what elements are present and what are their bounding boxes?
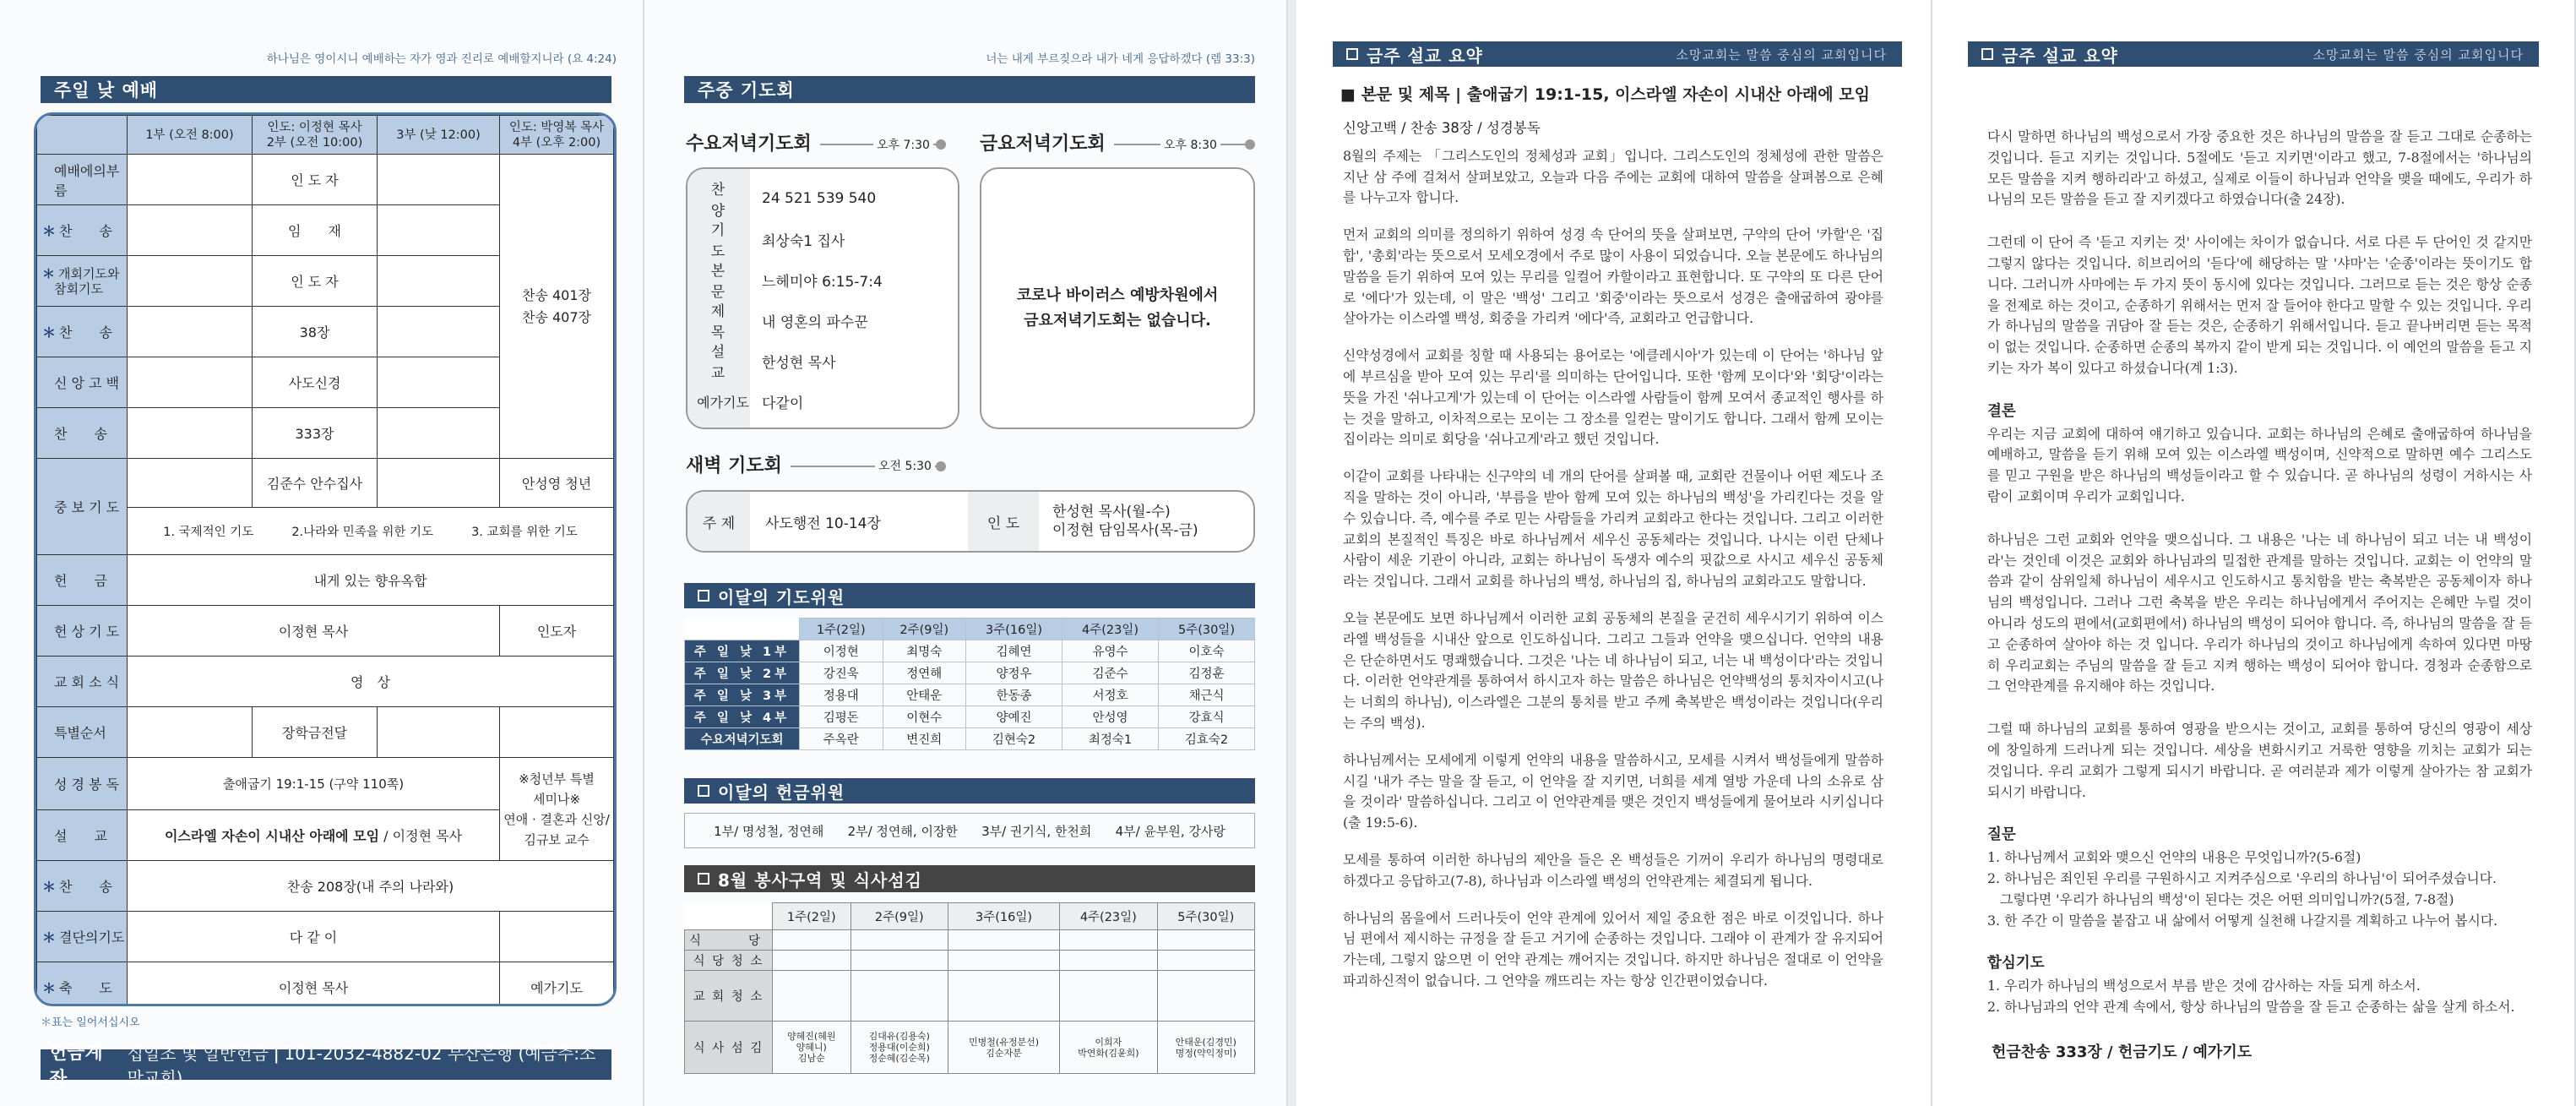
prayer-row-2bu: 주 일 낮 2부 강진욱 정연해 양정우 김준수 김정훈 [685, 662, 1255, 684]
prayer-committee-title: 이달의 기도위원 [684, 583, 1255, 608]
row-label-hymn1: ＊ 찬 송 [37, 205, 128, 256]
service-table: 1주(2일) 2주(9일) 3주(16일) 4주(23일) 5주(30일) 식 당 식 당 청 소 교 회 청 소 식 사 섬 김 양혜진(혜원 양혜니) 김남순 김대유(김용숙) 정용대(이순희) 정순혜(김순목) 민병철(유정분선) 김순자분 이희자 박연화(김윤희) 안태운(김경민) 명정(약익정미) [684, 902, 1255, 1074]
worship-order-table [34, 112, 617, 1006]
hymn2-value: 38장 [253, 307, 378, 357]
dawn-leader-label: 인 도 [968, 492, 1039, 551]
youth-seminar-note: ※청년부 특별 세미나※ 연애 · 결혼과 신앙/ 김규보 교수 [500, 758, 614, 861]
offering-prayer-value: 이정현 목사 [128, 606, 500, 657]
header-3bu: 3부 (낮 12:00) [378, 116, 500, 155]
dawn-subject-value: 사도행전 10-14장 [765, 515, 881, 532]
verse-jeremiah: 너는 내게 부르짖으라 내가 네게 응답하겠다 (렘 33:3) [986, 52, 1255, 66]
prayer-row-wed: 수요저녁기도회 주옥란 변진희 김현숙2 최정숙1 김효숙2 [685, 728, 1255, 750]
news-value: 영 상 [128, 657, 614, 707]
row-label-creed: 신 앙 고 백 [37, 357, 128, 408]
prayer-committee-table: 1주(2일) 2주(9일) 3주(16일) 4주(23일) 5주(30일) 주 일 낮 1부 이정현 최명숙 김혜연 유영수 이호숙 주 일 낮 2부 강진욱 정연해 양정우 김준수 김정훈 주 일 낮 3부 정용대 안태운 한동종 서정호 채근식 주 일 낮 4부 김평돈 이현수 양예진 안성영 강효식 수요저녁기도회 주옥란 변진희 김현숙2 최정숙1 김효숙2 [684, 618, 1255, 750]
row-label-intercession: 중 보 기 도 [37, 459, 128, 555]
dawn-box [686, 490, 1255, 553]
special-value: 장학금전달 [253, 707, 378, 758]
row-label-scripture: 성 경 봉 독 [37, 758, 128, 810]
header-4bu: 인도: 박영복 목사 4부 (오후 2:00) [500, 116, 614, 155]
wed-time: 오후 7:30 [873, 136, 933, 153]
scripture-value: 출애굽기 19:1-15 (구약 110쪽) [128, 758, 500, 810]
fri-dot [1245, 139, 1255, 150]
sermon-title: ■ 본문 및 제목 | 출애굽기 19:1-15, 이스라엘 자손이 시내산 아래에 모임 [1340, 85, 1870, 104]
prayer-list: 1. 우리가 하나님의 백성으로서 부름 받은 것에 감사하는 자들 되게 하소서. 2. 하나님과의 언약 관계 속에서, 항상 하나님의 말씀을 잘 듣고 순종하는 삶을 살게 하소서. [1987, 978, 2515, 1015]
intercession-items: 1. 국제적인 기도 2.나라와 민족을 위한 기도 3. 교회를 위한 기도 [128, 508, 614, 555]
prayer-row-3bu: 주 일 낮 3부 정용대 안태운 한동종 서정호 채근식 [685, 684, 1255, 706]
row-label-offering: 헌 금 [37, 555, 128, 606]
row-label-hymn3: 찬 송 [37, 408, 128, 459]
offering-value: 내게 있는 향유옥합 [128, 555, 614, 606]
hymn1-value: 임 재 [253, 205, 378, 256]
sermon-value: 이스라엘 자손이 시내산 아래에 모임 / 이정현 목사 [128, 810, 500, 861]
questions-heading: 질문 [1987, 826, 2016, 844]
panel-sunday-worship [0, 0, 644, 1106]
side-4bu-hymns: 찬송 401장 찬송 407장 [500, 155, 614, 459]
row-label-opening-prayer: ＊ 개회기도와 참회기도 [37, 256, 128, 307]
wed-row-subject: 제 목 내 영혼의 파수꾼 [710, 303, 868, 341]
hymn4-value: 찬송 208장(내 주의 나라와) [128, 861, 614, 912]
prayer-heading: 합심기도 [1987, 955, 2045, 973]
sermon-body-1: 신앙고백 / 찬송 38장 / 성경봉독 8월의 주제는 「그리스도인의 정체성과 교회」입니다. 그리스도인의 정체성에 관한 말씀은 지난 삼 주에 걸쳐서 살펴보았고, 오늘과 다음 주에는 교회에 대하여 말씀을 살펴봄으로 은혜를 나누고자 합니다. 먼저 교회의 의미를 정의하기 위하여 성경 속 단어의 뜻을 살펴보면, 구약의 단어 '카할'은 '집합', '총회'라는 뜻으로서 모세오경에서 주로 많이 사용이 되었습니다. 오늘 본문에도 하나님의 말씀을 듣기 위하여 모여 있는 무리를 일컬어 카할이라고 표현합니다. 또 구약의 또 다른 단어로 '에다'가 있는데, 이 말은 '백성' 그리고 '회중'이라는 뜻으로서 성경은 출애굽하여 광야를 살아가는 이스라엘 백성, 회중을 가리켜 '에다'즉, 교회라고 언급합니다. 신약성경에서 교회를 칭할 때 사용되는 용어로는 '에클레시아'가 있는데 이 단어는 '하나님 앞에 부르심을 받아 모여 있는 무리'를 의미하는 단어입니다. 또한 '함께 모이다'와 '회당'이라는 뜻을 가진 '쉬나고게'가 있는데 이 단어는 이스라엘 사람들이 함께 모여서 종교적인 행사를 하는 것을 말하고, 이차적으로는 모이는 그 장소를 일컫는 말이기도 합니다. 그래서 함께 모이는 집이라는 의미로 회당을 '쉬나고게'라고 했던 것입니다. 이같이 교회를 나타내는 신구약의 네 개의 단어를 살펴볼 때, 교회란 건물이나 어떤 제도나 조직을 말하는 것이 아니라, '부름을 받아 함께 모여 있는 하나님의 백성'을 가리킨다는 것을 알수 있습니다. 즉, 예수를 주로 믿는 사람들을 가리켜 교회라고 한다는 것입니다. 그리고 이러한 교회의 본질적인 특징은 바로 하나님께서 세우신 공동체라는 것입니다. 나시는 이런 단체나 사람이 세운 기관이 아니라, 교회는 하나님이 독생자 예수의 핏값으로 사시고 세우신 공동체라는 것입니다. 그래서 교회를 하나님의 백성, 하나님의 집, 하나님의 교회라고도 말합니다. 오늘 본문에도 보면 하나님께서 이러한 교회 공동체의 본질을 굳건히 세우시기기 위하여 이스라엘 백성들을 시내산 앞으로 인도하십니다. 그리고 그들과 언약을 맺으십니다. 언약의 내용은 단순하면서도 명쾌했습니다. 그것은 '나는 네 하나님이 되고, 너는 내 백성이다'라는 것입니다. 이러한 언약관계를 통하여서 하시고자 하는 말씀은 하나님은 언약백성의 통치자이시고(나는 너희의 하나님), 이스라엘은 그분의 통치를 받고 주께 축복받은 백성이라는 것입니다(우리는 주의 백성). 하나님께서는 모세에게 이렇게 언약의 내용을 말씀하시고, 모세를 시켜서 백성들에게 말씀하시길 '내가 주는 말을 잘 듣고, 이 언약을 잘 지키면, 너희를 세계 열방 가운데 나의 소유로 삼을 것이라' 말씀하십니다. 그리고 이 언약관계를 맺은 것인지 백성들에게 물어보라 시키십니다(출 19:5-6). 모세를 통하여 이러한 하나님의 제안을 들은 온 백성들은 기꺼이 우리가 하나님의 명령대로 하겠다고 응답하고(7-8), 하나님과 이스라엘 백성의 언약관계는 체결되게 됩니다. 하나님의 몸을에서 드러나듯이 언약 관계에 있어서 제일 중요한 점은 바로 이것입니다. 하나님 편에서 제시하는 규정을 잘 듣고 거기에 순종하는 것입니다. 그래야 이 관계가 잘 유지되어가는데, 그렇지 않으면 이 언약 관계는 깨어지는 것입니다. 하지만 하나님은 절대로 이 언약을 파괴하신적이 없습니다. 그 언약을 깨뜨리는 자는 항상 인간편이었습니다. [1343, 120, 1883, 989]
verse-john: 하나님은 영이시니 예배하는 자가 영과 진리로 예배할지니라 (요 4:24) [266, 52, 617, 66]
offering-prayer-4bu: 인도자 [500, 606, 614, 657]
row-label-sermon: 설 교 [37, 810, 128, 861]
questions-list: 1. 하나님께서 교회와 맺으신 언약의 내용은 무엇입니까?(5-6절) 2. 하나님은 죄인된 우리를 구원하시고 지켜주심으로 '우리의 하나님'이 되어주셨습니다. 그렇다면 '우리가 하나님의 백성'이 된다는 것은 어떤 의미입니까?(5절, 7-8절) 3. 한 주간 이 말씀을 붙잡고 내 삶에서 어떻게 실천해 나갈지를 계획하고 나누어 봅시다. [1987, 849, 2498, 929]
row-label-decision-prayer: ＊ 결단의기도 [37, 912, 128, 962]
wed-program-box [686, 167, 959, 429]
benediction-4bu: 예가기도 [500, 962, 614, 1007]
weekday-prayer-title: 주중 기도회 [684, 76, 1255, 103]
offering-committee-title: 이달의 헌금위원 [684, 778, 1255, 804]
row-label-offering-prayer: 헌 상 기 도 [37, 606, 128, 657]
hymn3-value: 333장 [253, 408, 378, 459]
wed-dot [936, 139, 946, 150]
creed-value: 사도신경 [253, 357, 378, 408]
fri-cancel-message: 코로나 바이러스 예방차원에서 금요저녁기도회는 없습니다. [1016, 286, 1219, 330]
conclusion-heading: 결론 [1987, 402, 2016, 420]
row-label-call: 예배에의부름 [37, 155, 128, 205]
row-label-benediction: ＊ 축 도 [37, 962, 128, 1007]
intercession-value: 김준수 안수집사 [253, 459, 378, 508]
wed-row-closing: 예가기도 다같이 [697, 394, 804, 412]
wed-title: 수요저녁기도회 [686, 129, 820, 155]
wed-row-sermon: 설 교 한성현 목사 [710, 344, 836, 382]
dawn-title: 새벽 기도회 [686, 451, 791, 477]
dawn-leader-value: 한성현 목사(월-수) 이정현 담임목사(목-금) [1052, 504, 1198, 539]
sermon-subheading: 신앙고백 / 찬송 38장 / 성경봉독 [1343, 120, 1541, 136]
header-1bu: 1부 (오전 8:00) [128, 116, 253, 155]
benediction-value: 이정현 목사 [128, 962, 500, 1007]
row-label-hymn4: ＊ 찬 송 [37, 861, 128, 912]
row-label-hymn2: ＊ 찬 송 [37, 307, 128, 357]
fri-notice-box [980, 167, 1255, 429]
dawn-time: 오전 5:30 [875, 457, 935, 474]
call-value: 인 도 자 [253, 155, 378, 205]
sermon-summary-bar: 금주 설교 요약 소망교회는 말씀 중심의 교회입니다 [1333, 41, 1902, 67]
stand-note: ＊표는 일어서십시오 [41, 1016, 140, 1029]
row-label-news: 교 회 소 식 [37, 657, 128, 707]
header-blank [37, 116, 128, 155]
dawn-dot [936, 461, 946, 471]
wed-row-prayer: 기 도 최상숙1 집사 [710, 222, 845, 260]
wed-row-praise: 찬 양 24 521 539 540 [710, 182, 877, 220]
decision-prayer-value: 다 같 이 [128, 912, 500, 962]
prayer-row-1bu: 주 일 낮 1부 이정현 최명숙 김혜연 유영수 이호숙 [685, 640, 1255, 662]
sermon-summary-bar-2: 금주 설교 요약 소망교회는 말씀 중심의 교회입니다 [1968, 41, 2539, 67]
service-title: 8월 봉사구역 및 식사섬김 [684, 865, 1255, 892]
opening-prayer-value: 인 도 자 [253, 256, 378, 307]
header-2bu: 인도: 이정현 목사 2부 (오전 10:00) [253, 116, 378, 155]
prayer-row-4bu: 주 일 낮 4부 김평돈 이현수 양예진 안성영 강효식 [685, 706, 1255, 728]
intercession-4bu: 안성영 청년 [500, 459, 614, 508]
wed-row-text: 본 문 느헤미야 6:15-7:4 [710, 263, 883, 301]
closing-order: 헌금찬송 333장 / 헌금기도 / 예가기도 [1992, 1043, 2253, 1061]
dawn-subject-label: 주 제 [687, 492, 750, 551]
row-label-special: 특별순서 [37, 707, 128, 758]
fri-title: 금요저녁기도회 [980, 129, 1114, 155]
sunday-worship-title: 주일 낮 예배 [41, 76, 611, 103]
offering-committee-box: 1부/ 명성철, 정연해 2부/ 정연해, 이장한 3부/ 권기식, 한천희 4부/ 윤부원, 강사랑 [684, 813, 1255, 848]
fri-time: 오후 8:30 [1160, 136, 1220, 153]
offering-account: 헌금계좌 십일조 및 일반헌금 ǀ 101-2032-4882-02 부산은행 (예금주:소망교회) [41, 1049, 611, 1080]
sermon-body-2: 다시 말하면 하나님의 백성으로서 가장 중요한 것은 하나님의 말씀을 잘 듣고 그대로 순종하는 것입니다. 듣고 지키는 것입니다. 5절에도 '듣고 지키면'이라고 했고, 7-8절에서는 '하나님의 모든 말씀을 지켜 행하리라'고 하셨고, 실제로 이들이 하나님과 언약을 맺을 때에도, 우리가 하나님의 모든 말씀을 듣고 잘 지키겠다고 하였습니다(출 24장). 그런데 이 단어 즉 '듣고 지키는 것' 사이에는 차이가 없습니다. 서로 다른 두 단어인 것 같지만 그렇지 않다는 것입니다. 히브리어의 '듣다'에 해당하는 말 '샤마'는 '순종'이라는 뜻이기도 합니다. 그러니까 사마에는 두 가지 뜻이 동시에 있다는 것입니다. 그러므로 듣는 것은 항상 순종을 전제로 하는 것이고, 순종하기 위해서는 먼저 잘 들어야 한다고 말할 수 있는 것입니다. 우리가 하나님의 말씀을 귀담아 잘 듣는 것은, 순종하기 위해서입니다. 듣고 끝나버리면 듣는 목적이 없는 것입니다. 순종하면 순종의 복까지 같이 받게 되는 것입니다. 이 예언의 말씀을 듣고 지키는 자가 복이 있다고 하셨습니다(계 1:3). 결론 우리는 지금 교회에 대하여 얘기하고 있습니다. 교회는 하나님의 은혜로 출애굽하여 하나님을 예배하고, 말씀을 듣기 위해 모여 있는 이스라엘 백성이며, 신약적으로 말하면 예수 그리스도를 믿고 구원을 받은 하나님의 백성들이라고 할 수 있습니다. 곧 하나님의 성령이 거하시는 사람이 교회이며 우리가 교회입니다. 하나님은 그런 교회와 언약을 맺으십니다. 그 내용은 '나는 네 하나님이 되고 너는 내 백성이라'는 것인데 이것은 교회와 하나님과의 밀접한 관계를 말하는 것입니다. 교회는 이 언약의 말씀과 같이 삼위일체 하나님이 세우시고 인도하시고 통치함을 받는 축복받은 공동체이자 하나님의 백성입니다. 그러나 그런 축복을 받은 우리는 하나님에게서 주어지는 은혜만 누릴 것이 아니라 성도의 편에서(교회편에서) 하나님의 백성이 되어야 합니다. 즉, 하나님의 말씀을 잘 듣고 순종하여 살아야 하는 것 입니다. 우리가 하나님의 것이고 하나님에게 속하여 있다면 마땅히 우리교회는 주님의 말씀을 잘 듣고 지켜 행하는 백성이 되어야 합니다. 경청과 순종함으로 그 언약관계를 유지해야 하는 것입니다. 그럴 때 하나님의 교회를 통하여 영광을 받으시는 것이고, 교회를 통하여 당신의 영광이 세상에 창일하게 드러나게 되는 것입니다. 세상을 변화시키고 거룩한 영향을 끼치는 교회가 되는 것입니다. 우리 교회가 그렇게 되시기 바랍니다. 곧 여러분과 제가 이렇게 살아가는 참 교회가 되시기 바랍니다. 질문 1. 하나님께서 교회와 맺으신 언약의 내용은 무엇입니까?(5-6절) 2. 하나님은 죄인된 우리를 구원하시고 지켜주심으로 '우리의 하나님'이 되어주셨습니다. 그렇다면 '우리가 하나님의 백성'이 된다는 것은 어떤 의미입니까?(5절, 7-8절) 3. 한 주간 이 말씀을 붙잡고 내 삶에서 어떻게 실천해 나갈지를 계획하고 나누어 봅시다. 합심기도 1. 우리가 하나님의 백성으로서 부름 받은 것에 감사하는 자들 되게 하소서. 2. 하나님과의 언약 관계 속에서, 항상 하나님의 말씀을 잘 듣고 순종하는 삶을 살게 하소서. [1987, 127, 2532, 1040]
